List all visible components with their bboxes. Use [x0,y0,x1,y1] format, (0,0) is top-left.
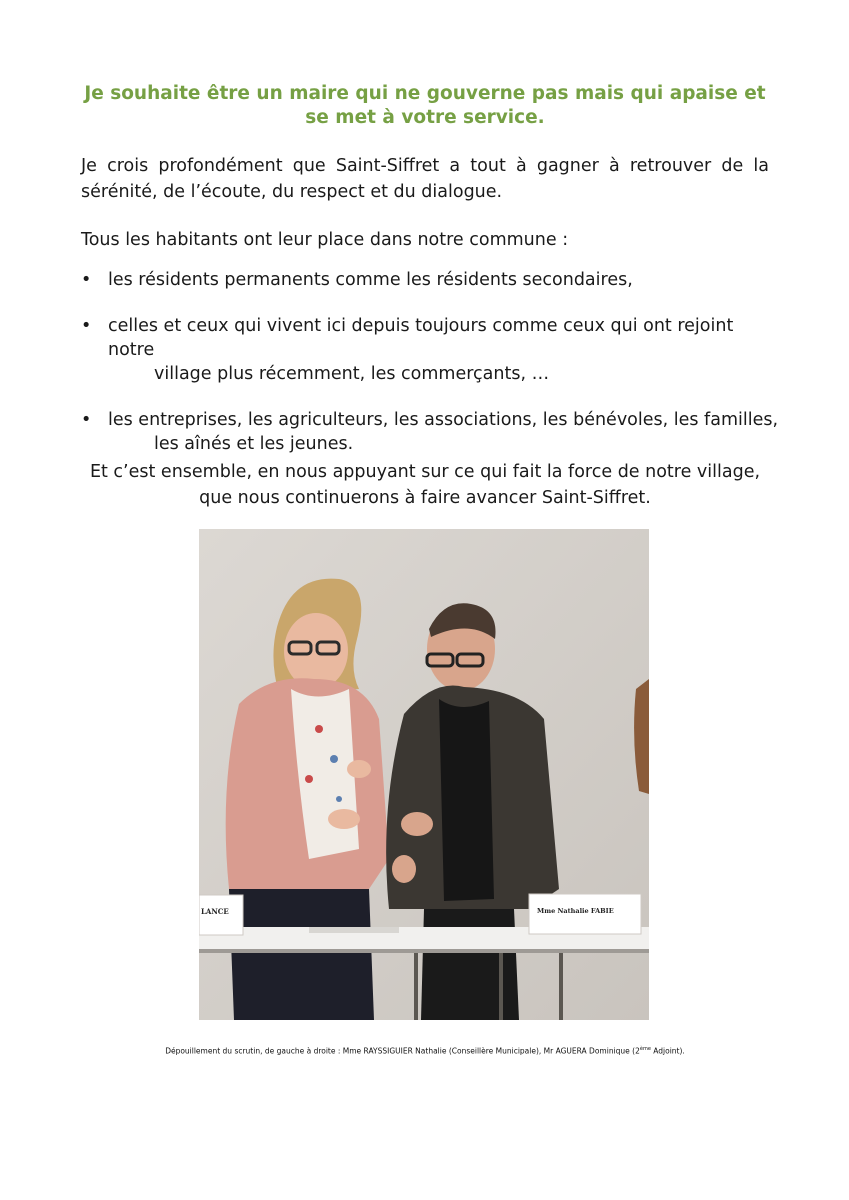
list-item [81,268,781,292]
intro-paragraph: Je crois profondément que Saint-Siffret a tout à gagner à retrouver de la sérénité, de l’écoute, du respect et du dialogue. [81,156,769,202]
nameplate-right-label: Mme Nathalie FABIE [537,907,614,915]
bullet-icon: • [81,410,92,430]
list-item-text: celles et ceux qui vivent ici depuis toujours comme ceux qui ont rejoint notre [108,316,734,360]
event-photo [199,529,649,1020]
caption-superscript: ème [639,1046,651,1052]
caption-main: Dépouillement du scrutin, de gauche à droite : Mme RAYSSIGUIER Nathalie (Conseillère Municipale), Mr AGUERA Dominique (2 [165,1046,640,1056]
bullet-icon: • [81,270,92,290]
closing-paragraph [60,459,790,511]
closing-line-2: que nous continuerons à faire avancer Saint-Siffret. [199,488,651,508]
photo-caption [60,1043,790,1058]
page-heading: Je souhaite être un maire qui ne gouverne pas mais qui apaise et se met à votre service. [84,83,766,128]
habitants-list [81,268,781,456]
caption-end: Adjoint). [650,1046,685,1056]
list-item-continuation: village plus récemment, les commerçants, … [154,364,550,384]
list-item [81,408,781,456]
list-item-text: les entreprises, les agriculteurs, les associations, les bénévoles, les familles, [108,410,779,430]
list-item-text: les résidents permanents comme les résidents secondaires, [108,270,633,290]
closing-line-1: Et c’est ensemble, en nous appuyant sur ce qui fait la force de notre village, [89,462,761,482]
habitants-paragraph: Tous les habitants ont leur place dans notre commune : [81,230,569,250]
bullet-icon: • [81,316,92,336]
list-item-continuation: les aînés et les jeunes. [154,434,354,454]
nameplate-left-label: LANCE [201,907,229,916]
list-item [81,314,781,386]
